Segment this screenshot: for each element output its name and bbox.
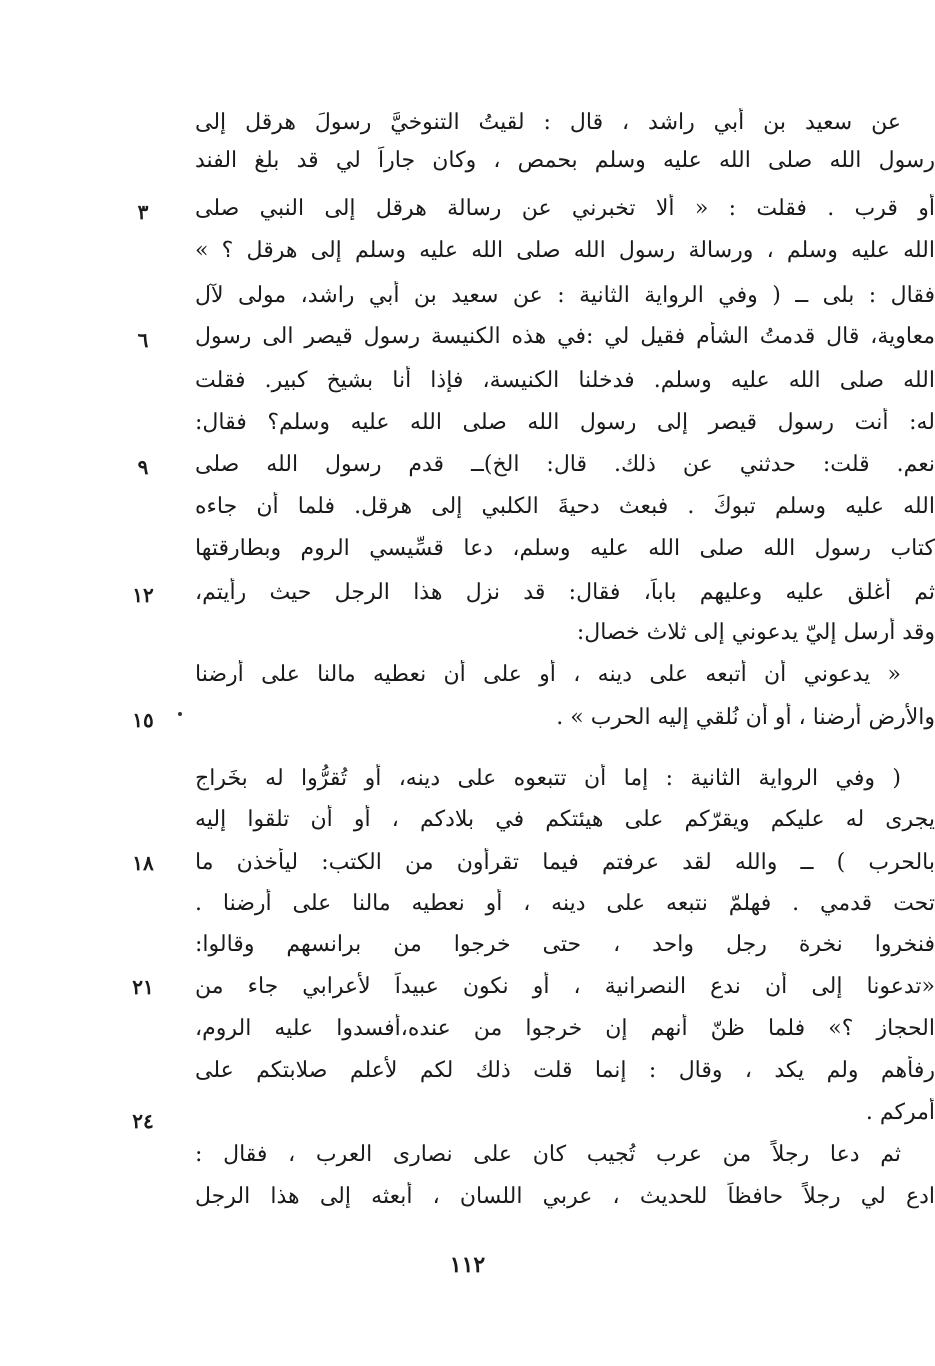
text-line-8: له: أنت رسول قيصر إلى رسول الله صلى الله عليه وسلم؟ فقال: <box>195 410 935 435</box>
text-line-1: عن سعيد بن أبي راشد ، قال : لقيتُ التنوخيَّ رسولَ هرقل إلى <box>195 110 901 135</box>
line-number-3: ٣ <box>137 200 149 224</box>
text-line-10: الله عليه وسلم تبوكَ . فبعث دحيةَ الكلبي إلى هرقل. فلما أن جاءه <box>195 494 935 519</box>
line-number-15: ١٥ <box>132 708 154 732</box>
text-line-16: ( وفي الرواية الثانية : إما أن تتبعوه على دينه، أو تُقرُّوا له بخَراج <box>195 766 901 791</box>
text-line-23: رفأهم ولم يكد ، وقال : إنما قلت ذلك لكم لأعلم صلابتكم على <box>195 1058 935 1083</box>
text-line-17: يجرى له عليكم ويقرّكم على هيئتكم في بلادكم ، أو أن تلقوا إليه <box>195 807 935 832</box>
text-line-6: معاوية، قال قدمتُ الشأم فقيل لي :في هذه الكنيسة رسول قيصر الى رسول <box>195 324 935 349</box>
text-line-22: الحجاز ؟» فلما ظنّ أنهم إن خرجوا من عنده،أفسدوا عليه الروم، <box>195 1016 935 1041</box>
text-line-13: وقد أرسل إليّ يدعوني إلى ثلاث خصال: <box>576 620 935 645</box>
text-line-24: أمركم . <box>865 1100 935 1125</box>
line-number-21: ٢١ <box>132 975 154 999</box>
text-line-4: الله عليه وسلم ، ورسالة رسول الله صلى الله عليه وسلم إلى هرقل ؟ » <box>195 238 935 263</box>
text-line-12: ثم أغلق عليه وعليهم باباً، فقال: قد نزل هذا الرجل حيث رأيتم، <box>195 580 935 605</box>
text-line-7: الله صلى الله عليه وسلم. فدخلنا الكنيسة، فإذا أنا بشيخ كبير. فقلت <box>195 368 935 393</box>
text-line-18: بالحرب ) ــ والله لقد عرفتم فيما تقرأون من الكتب: ليأخذن ما <box>195 850 935 875</box>
text-line-19: تحت قدمي . فهلمّ نتبعه على دينه ، أو نعطيه مالنا على أرضنا . <box>195 891 935 916</box>
line-number-9: ٩ <box>137 455 149 479</box>
text-line-25: ثم دعا رجلاً من عرب تُجيب كان على نصارى العرب ، فقال : <box>195 1142 901 1167</box>
line-number-6: ٦ <box>137 328 149 352</box>
text-line-26: ادع لي رجلاً حافظاً للحديث ، عربي اللسان ، أبعثه إلى هذا الرجل <box>195 1184 935 1209</box>
margin-dot <box>178 712 182 716</box>
text-line-20: فنخروا نخرة رجل واحد ، حتى خرجوا من برانسهم وقالوا: <box>195 932 935 957</box>
line-number-18: ١٨ <box>132 851 154 875</box>
text-line-15: والأرض أرضنا ، أو أن نُلقي إليه الحرب » . <box>556 705 935 730</box>
text-line-3: أو قرب . فقلت : « ألا تخبرني عن رسالة هرقل إلى النبي صلى <box>195 196 935 221</box>
text-line-9: نعم. قلت: حدثني عن ذلك. قال: الخ)ــ قدم رسول الله صلى <box>195 452 935 477</box>
text-line-21: «تدعونا إلى أن ندع النصرانية ، أو نكون عبيداً لأعرابي جاء من <box>195 974 935 999</box>
text-line-14: « يدعوني أن أتبعه على دينه ، أو على أن نعطيه مالنا على أرضنا <box>195 662 901 687</box>
text-line-5: فقال : بلى ــ ( وفي الرواية الثانية : عن سعيد بن أبي راشد، مولى لآل <box>195 283 935 308</box>
text-line-2: رسول الله صلى الله عليه وسلم بحمص ، وكان جاراً لي قد بلغ الفند <box>195 148 935 173</box>
line-number-24: ٢٤ <box>132 1109 154 1133</box>
line-number-12: ١٢ <box>132 583 154 607</box>
text-line-11: كتاب رسول الله صلى الله عليه وسلم، دعا قسِّيسي الروم وبطارقتها <box>195 536 935 561</box>
page-number: ١١٢ <box>449 1252 486 1278</box>
